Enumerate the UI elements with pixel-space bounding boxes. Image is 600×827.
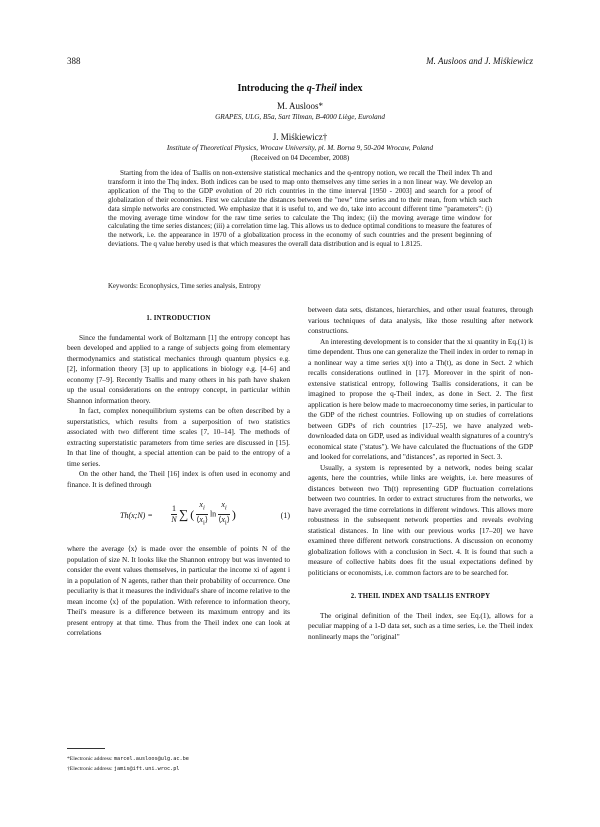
paragraph: An interesting development is to consider that the xi quantity in Eq.(1) is time dependent. Thus one can generalize the Theil index in order to remap in a nonlinear way a time series x(t) into a Th(t), as done in Sect. 2 which recalls considerations outlined in [17]. Moreover in the spirit of non-extensive statistical entropy, following Tsallis considerations, it can be imagined to propose the q-Theil index, as done in Sect. 2. The first application is here below made to macroeconomy time series, in particular to the GDP of the richest countries. Following up on studies of correlations between GDPs of rich countries [17–25], we have analyzed web-downloaded data on GDP, used as individual wealth signatures of a country's economical state ("status"). We have calculated the fluctuations of the GDP and looked for correlations, and "distances", as reported in Sect. 3. [308, 336, 533, 461]
received-date: (Received on 04 December, 2008) [250, 154, 350, 162]
keywords: Keywords: Econophysics, Time series analysis, Entropy [108, 283, 261, 290]
paragraph: On the other hand, the Theil [16] index is often used in economy and finance. It is defined through [67, 469, 290, 489]
paragraph: The original definition of the Theil index, see Eq.(1), allows for a peculiar mapping of a 1-D data set, such as a time series, i.e. the Theil index nonlinearly maps the "original" [308, 610, 533, 641]
footnote-1: *Electronic address: marcel.ausloos@ulg.ac.be [67, 756, 189, 762]
paragraph: In fact, complex nonequilibrium systems can be often described by a superstatistics, which results from a superposition of two statistics associated with two different time scales [7, 10–14]. The methods of extracting superstatistic parameters from time series are discussed in [15]. In that line of thought, a special attention can be paid to the entropy of a time series. [67, 406, 290, 468]
right-column [308, 305, 533, 642]
email-link[interactable]: jamis@ift.uni.wroc.pl [113, 766, 180, 772]
email-link[interactable]: marcel.ausloos@ulg.ac.be [113, 756, 189, 762]
paragraph: Since the fundamental work of Boltzmann [1] the entropy concept has been developed and applied to a range of subjects going from elementary thermodynamics and statistical mechanics through quantum physics e.g. [2], information theory [3] up to applications in biology e.g. [4–6] and economy [7–9]. Recently Tsallis and many others in his path have shaken up the usual considerations on the entropy concept, in particular within Shannon information theory. [67, 332, 290, 405]
paper-title: Introducing the q-Theil index [237, 83, 363, 94]
abstract: Starting from the idea of Tsallis on non-extensive statistical mechanics and the q-entropy notion, we recall the Theil index Th and transform it into the Thq index. Both indices can be used to map onto themselves any time series in a non linear way. We develop an application of the Thq to the GDP evolution of 20 rich countries in the time interval [1950 - 2003] and search for a proof of globalization of their economies. First we calculate the distances between the "new" time series and to their mean, from which such data simple networks are constructed. We emphasize that it is useful to, and we do, take into account different time "parameters": (i) the moving average time window for the raw time series to calculate the Thq index; (ii) the moving average time window for calculating the time series distances; (iii) a correlation time lag. This allows us to deduce optimal conditions to measure the features of the network, i.e. the appearance in 1970 of a globalization process in the economy of such countries and the present beginning of deviations. The q value hereby used is that which measures the overall data distribution and is equal to 1.8125. [108, 169, 492, 249]
footnote-rule [67, 748, 105, 749]
equation-body: $\frac{1}{N}$ ∑ ( $\frac{x_i}{⟨x_i⟩}$ ln $\frac{x_i}{⟨x_i⟩}$ ) [171, 500, 236, 527]
running-head: M. Ausloos and J. Miśkiewicz [426, 56, 533, 66]
equation-1: Th(x;N) = $\frac{1}{N}$ ∑ ( $\frac{x_i}{⟨x_i⟩}$ ln $\frac{x_i}{⟨x_i⟩}$ ) (1) [67, 492, 290, 544]
paragraph: between data sets, distances, hierarchies, and other usual features, through various techniques of data analysis, like those resulting after network constructions. [308, 305, 533, 335]
left-column [67, 315, 290, 639]
paragraph: Usually, a system is represented by a network, nodes being scalar agents, here the countries, while links are weights, i.e. here measures of distances between two Th(t) representing GDP fluctuation correlations between two countries. In order to extract structures from the networks, we have averaged the time correlations in different windows. This allows more robustness in the subsequent network properties and reveals evolving statistical distances. In line with our previous works [17–20] we have examined three different network constructions. A discussion on economy globalization follows with a conclusion in Sect. 4. It is found that such a measure of collective habits does fit the usual expectations defined by politicians or economists, i.e. common factors are to be searched for. [308, 462, 533, 577]
author-1: M. Ausloos* [276, 101, 323, 111]
page-number: 388 [67, 56, 81, 66]
section-heading-intro: 1. INTRODUCTION [146, 315, 211, 322]
affiliation-2: Institute of Theoretical Physics, Wrocaw University, pl. M. Borna 9, 50-204 Wrocaw, Poland [166, 144, 434, 152]
paragraph: where the average ⟨x⟩ is made over the ensemble of points N of the population of size N. It looks like the Shannon entropy but was invented to consider the event values themselves, in particular the income xi of agent i in a population of N agents, rather than their probability of occurrence. One peculiarity is that it measures the individual's share of income relative to the mean income ⟨x⟩ of the population. With reference to information theory, Theil's measure is a difference between its maximum entropy and its present entropy at that time. Thus from the Theil index one can look at correlations [67, 544, 290, 637]
footnote-2: †Electronic address: jamis@ift.uni.wroc.pl [67, 766, 180, 772]
author-2: J. Miśkiewicz† [272, 132, 328, 142]
section-heading-theil: 2. THEIL INDEX AND TSALLIS ENTROPY [350, 593, 491, 600]
affiliation-1: GRAPES, ULG, B5a, Sart Tilman, B-4000 Liège, Euroland [215, 113, 385, 121]
